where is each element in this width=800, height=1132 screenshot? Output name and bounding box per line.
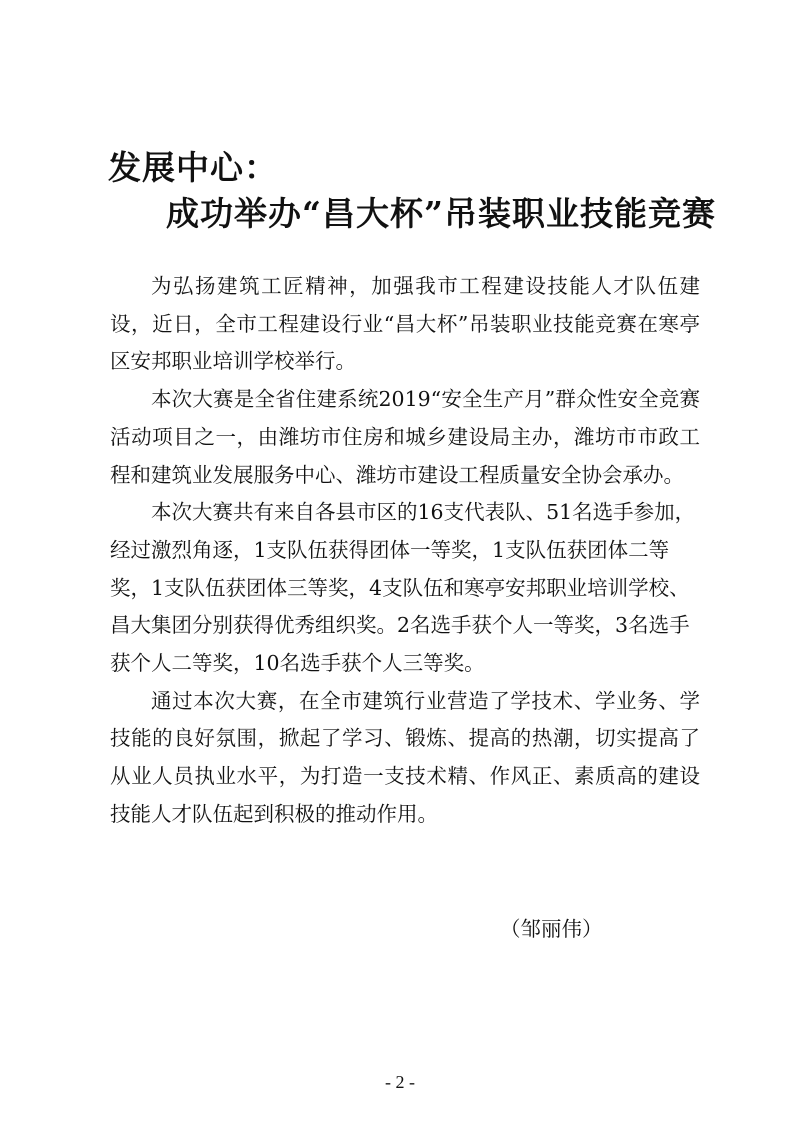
document-title-line2: 成功举办“昌大杯”吊装职业技能竞赛 xyxy=(166,194,716,233)
article-body xyxy=(110,268,700,834)
article-paragraph-2: 本次大赛是全省住建系统2019“安全生产月”群众性安全竞赛活动项目之一，由潍坊市住房和城乡建设局主办，潍坊市市政工程和建筑业发展服务中心、潍坊市建设工程质量安全协会承办。 xyxy=(110,387,700,487)
article-paragraph-4: 通过本次大赛，在全市建筑行业营造了学技术、学业务、学技能的良好氛围，掀起了学习、锻炼、提高的热潮，切实提高了从业人员执业水平，为打造一支技术精、作风正、素质高的建设技能人才队伍起到积极的推动作用。 xyxy=(110,688,700,826)
author-credit: （邹丽伟） xyxy=(500,917,603,941)
document-title-line1: 发展中心： xyxy=(108,148,278,187)
page-number: - 2 - xyxy=(385,1072,415,1092)
article-paragraph-3: 本次大赛共有来自各县市区的16支代表队、51名选手参加，经过激烈角逐，1支队伍获得团体一等奖，1支队伍获团体二等奖，1支队伍获团体三等奖，4支队伍和寒亭安邦职业培训学校、昌大集团分别获得优秀组织奖。2名选手获个人一等奖，3名选手获个人二等奖，10名选手获个人三等奖。 xyxy=(110,500,696,676)
article-paragraph-1: 为弘扬建筑工匠精神，加强我市工程建设技能人才队伍建设，近日，全市工程建设行业“昌大杯”吊装职业技能竞赛在寒亭区安邦职业培训学校举行。 xyxy=(110,274,700,374)
